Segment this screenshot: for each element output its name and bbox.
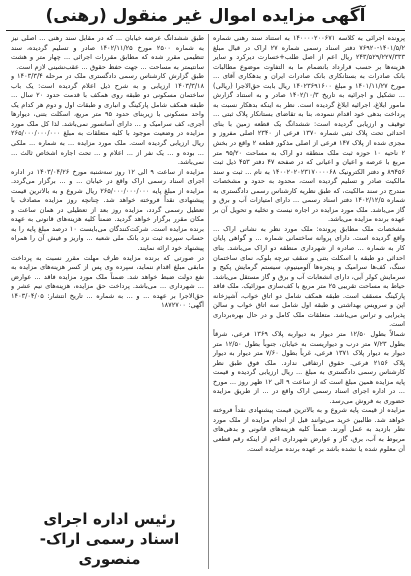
paragraph: طبق گزارش کارشناس رسمی دادگستری ملک در مرحله ۱۴۰۳/۳/۴ و ۱۴۰۳/۳/۱۸ ارزیابی و به شرح ذیل اعلام گردیده است: یک باب ساختمان مسکونی دو طبقه روی همکف با قدمت حدود ۲۰ سال ... طبقه همکف شامل پارکینگ و انباری و طبقات اول و دوم هر کدام یک واحد مسکونی با زیربنای حدود ۹۵ متر مربع، اسکلت بتنی، دیوارها آجری، کف سرامیک و ... دارای آسانسور نمی‌باشد. لذا کل ملک مورد مزایده در وضعیت موجود با کلیه متعلقات به مبلغ ۲۶۵/۰۰۰/۰۰۰/۰۰۰ ریال ارزیابی گردیده است. ملک مورد مزایده ... به شماره ... ملکی ... بوده و ... یک نفر از ... اعلام و ... تحت اجاره اشخاص ثالث ... نمی‌باشد. [11,72,204,167]
paragraph: پرونده اجرائی به کلاسه ۱۴۰۰۰۰۲۰۰۶۷۱ به استناد سند رهنی شماره ۱۴۰۱/۵/۲-۷۶۹۲۰ دفتر اسناد رسمی شماره ۲۷ اراک در قبال مبلغ ۲۴۳/۵۲۹/۲۲۷/۳۳۳ ریال اعم از اصل طلب+خسارت دیرکرد و سایر هزینه‌ها بر حسب قرارداد بانضمام ما به التفاوت موضوع مطالبات بانک صادرات به بستانکاری بانک صادرات ایران و بدهکاری آقای ... مورخ ۱۴۰۱/۱۱/۲۷ و مبلغ ۱۴۰۲۳۶۹۱۶۰۰ ریال بابت حق‌الاجرا (ریالی) ... تشکیل و اجرائیه به تاریخ ۱۴۰۲/۱۰/۳ صادر و به استناد گزارش مامور ابلاغ، اجرائیه ابلاغ گردیده است. نظر به اینکه بدهکار نسبت به پرداخت بدهی خود اقدام ننموده، بنا به تقاضای بستانکار پلاک ثبتی ... توقیف و ارزیابی گردیده است: ششدانگ یک قطعه زمین با بنای احداثی تحت پلاک ثبتی شماره ۱۳۷۰ فرعی از ۲۳۴۰ اصلی مفروز و مجزی شده از پلاک ۱۴۷ فرعی از اصلی مذکور قطعه ۲ واقع در بخش ۲ ناحیه ۱۰ حوزه ثبت ملک منطقه دو اراک به مساحت ۹۵/۲۰ متر مربع با عرصه و اعیان و اعیانی که در صفحه ۴۷ دفتر ۴۵۳ ذیل ثبت ۸۹۴۵۶ و دفتر الکترونیک ۱۴۰۰۲۰۲۰۲۳۱۷۰۰۰۰۶۸ به نام ... ثبت و سند مالکیت صادر و تسلیم گردیده است، محدود به حدود و مشخصات مندرج در سند مالکیت، که طبق نظریه کارشناس رسمی دادگستری به شماره ۱۴۰۲/۱۲/۵ دفتر اسناد رسمی ... دارای امتیازات آب و برق و گاز می‌باشد. ملک مورد مزایده در اجاره نیست و تخلیه و تحویل آن بر عهده برنده مزایده می‌باشد. [213,34,405,224]
paragraph: مزایده از ساعت ۹ الی ۱۲ روز سه‌شنبه مورخ ۱۴۰۳/۰۴/۲۶ در اداره اجرای اسناد رسمی اراک واقع در خیابان ... و ... برگزار می‌گردد. مزایده از مبلغ پایه ۲۶۵/۰۰۰/۰۰۰/۰۰۰ ریال شروع و به بالاترین قیمت پیشنهادی نقداً فروخته خواهد شد. چنانچه روز مزایده مصادف با تعطیل رسمی گردد، مزایده روز بعد از تعطیلی در همان ساعت و مکان مقرر برگزار خواهد گردید. ضمناً کلیه هزینه‌های قانونی به عهده برنده مزایده است. شرکت‌کنندگان می‌بایست ۱۰ درصد مبلغ پایه را به حساب سپرده ثبت نزد بانک ملی شعبه ... واریز و فیش آن را همراه پیشنهاد خود ارائه نمایند. [11,167,204,253]
paragraph: در صورتی که برنده مزایده ظرف مهلت مقرر نسبت به پرداخت مابقی مبلغ اقدام ننماید، سپرده وی پس از کسر هزینه‌های مزایده به نفع دولت ضبط خواهد شد. ضمناً ملک مورد مزایده فاقد ... عوارض ... شهرداری ... می‌باشد. پرداخت حق مزایده، هزینه‌های نیم عشر و حق‌الاجرا بر عهده ... و ... به شماره ... تاریخ انتشار: ۱۴۰۳/۰۴/۰۵ آگهی: ۱۸۷۲۷۰۰ [11,253,204,310]
notice-body [6,34,405,569]
notice-title: آگهی مزایده اموال غیر منقول (رهنی) [6,4,405,31]
notice-column-right [208,34,405,569]
paragraph: مشخصات ملک مطابق پرونده: ملک مورد نظر به نشانی اراک ... واقع گردیده است. دارای پروانه ساختمانی شماره ... و گواهی پایان کار به شماره ... صادره از شهرداری منطقه دو اراک می‌باشد. بنای احداثی دو طبقه با اسکلت بتنی و سقف تیرچه بلوک، نمای ساختمان سنگ، کف‌ها سرامیک و پنجره‌ها آلومینیوم، سیستم گرمایش پکیج و سرمایش کولر آبی، دارای انشعابات آب و برق و گاز مستقل می‌باشد. حیاط به مساحت تقریبی ۲۵ متر مربع با کف‌سازی موزائیک. ملک فاقد پارکینگ مسقف است. طبقه همکف شامل دو اتاق خواب، آشپزخانه اپن و سرویس بهداشتی و طبقه اول شامل سه اتاق خواب و سالن پذیرایی و تراس می‌باشد. متعلقات ملک کامل و در حال بهره‌برداری است. [213,224,405,329]
paragraph: شمالاً بطول ۱۲/۵۰ متر دیوار به دیواربه پلاک ۱۳۶۹ فرعی، شرقاً بطول ۷/۲۳ متر درب و دیواریست به خیابان، جنوباً بطول ۱۲/۵۰ متر دیوار به دیوار پلاک ۱۳۷۱ فرعی، غرباً بطول ۷/۶۰ متر دیوار به دیوار پلاک ۲۱۵۶ فرعی. حقوق ارتفاقی ندارد. ملک فوق طبق نظر کارشناس رسمی دادگستری به مبلغ ... ریال ارزیابی گردیده و قیمت پایه مزایده همین مبلغ است که از ساعت ۹ الی ۱۲ ظهر روز ... مورخ ... در اداره اجرای اسناد رسمی اراک واقع در ... از طریق مزایده حضوری به فروش می‌رسد. [213,329,405,405]
paragraph: طبق ششدانگ عرضه خیابان ... که در مقابل سند رهنی ... اصلی نیز به شماره ۲۵۰۰ مورخ ۱۴۰۲/۱۱/۲۵ صادر و تسلیم گردیده، سند تنظیمی مقرر شده که مطابق مقررات اجرائی ... چهار متر و هشت سانتیمتر به مساحت ... جهت حفظ حقوق ... عقب‌نشینی لازم است. [11,34,204,71]
paragraph: مزایده از قیمت پایه شروع و به بالاترین قیمت پیشنهادی نقداً فروخته خواهد شد. طالبین خرید می‌توانند قبل از انجام مزایده از ملک مورد نظر بازدید به عمل آورند. ضمناً کلیه هزینه‌های قانونی و بدهی‌های مربوط به آب، برق، گاز و عوارض شهرداری اعم از اینکه رقم قطعی آن معلوم شده یا نشده باشد بر عهده برنده مزایده است. [213,406,405,453]
notice-column-left [11,34,208,569]
signature-name: اسناد رسمی اراک- منصوری [39,530,180,568]
signature-block [15,509,204,569]
left-text-block [11,34,204,486]
signature-title: رئیس اداره اجرای [43,510,176,528]
